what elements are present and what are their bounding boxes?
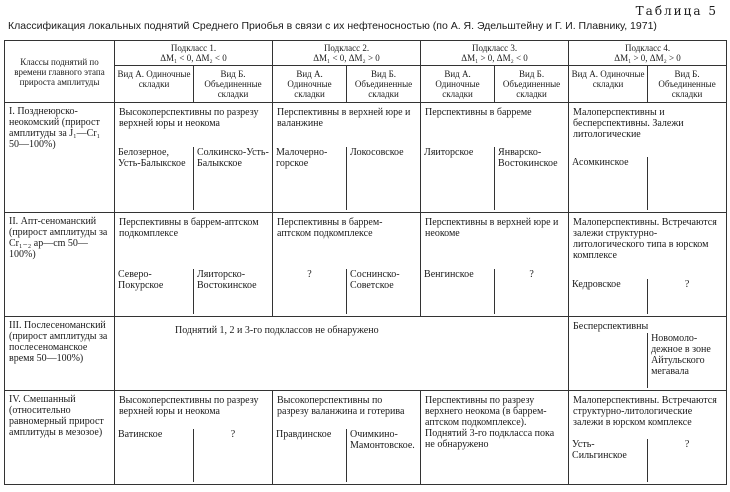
field-vid-b: Январско-Востокинское <box>494 147 568 210</box>
fields-pair <box>273 269 420 314</box>
subclass-cell <box>569 103 727 213</box>
prospect-description: Перспективны в баррем-аптском подкомплексе <box>277 217 383 239</box>
merged-subclass-cell <box>115 317 569 391</box>
field-vid-b: ? <box>647 279 726 314</box>
subclass-cell <box>421 391 569 485</box>
fields-pair <box>273 147 420 210</box>
prospect-description: Перспективны в верхней юре и валанжине <box>277 107 411 129</box>
merged-note: Поднятий 1, 2 и 3-го подклассов не обнаружено <box>175 325 379 336</box>
header-row-subclasses <box>5 41 727 66</box>
field-vid-b <box>647 157 726 210</box>
subclass-cell <box>569 391 727 485</box>
subclass-cell <box>421 213 569 317</box>
table-title: Классификация локальных поднятий Среднего Приобья в связи с их нефтеносностью (по А. Я. Эдельштейну и Г. И. Плавнику, 1971) <box>8 20 657 32</box>
field-vid-b: Солкинско-Усть-Балыкское <box>193 147 272 210</box>
subclass-cell <box>569 213 727 317</box>
prospect-description: Малоперспективны. Встречаются залежи структурно-литологического типа в юрском комплексе <box>573 217 717 261</box>
vid-a-header: Вид А. Одиночные складки <box>115 66 194 103</box>
field-vid-a <box>569 333 647 388</box>
prospect-description: Перспективны в баррем-аптском подкомплексе <box>119 217 259 239</box>
fields-pair <box>273 429 420 482</box>
field-vid-a: Малочерно-горское <box>276 147 328 169</box>
vid-a-header: Вид А. Одиночные складки <box>569 66 648 103</box>
fields-pair <box>569 333 726 388</box>
field-vid-b: Ляиторско-Востокинское <box>193 269 272 314</box>
fields-pair <box>569 439 726 482</box>
subclass-header-2: Подкласс 2. ΔM₁ < 0, ΔM₂ > 0 <box>273 41 421 66</box>
subclass-cell <box>115 103 273 213</box>
fields-pair <box>115 269 272 314</box>
field-vid-a: Асомкинское <box>572 157 629 168</box>
table-label: Таблица 5 <box>635 4 718 18</box>
field-vid-a: Венгинское <box>424 269 474 280</box>
prospect-description: Малоперспективны и бесперспективны. Залежи литологические <box>573 107 684 140</box>
field-vid-a: Ляиторское <box>424 147 474 158</box>
prospect-description: Малоперспективны. Встречаются структурно-литологические залежи в юрском комплексе <box>573 395 717 428</box>
fields-pair <box>569 279 726 314</box>
field-vid-a: Правдинское <box>276 429 332 440</box>
field-vid-a: Белозерное, Усть-Балыкское <box>118 147 186 169</box>
vid-b-header: Вид Б. Объединенные складки <box>194 66 273 103</box>
subclass-cell <box>115 391 273 485</box>
vid-b-header: Вид Б. Объединенные складки <box>495 66 569 103</box>
fields-pair <box>421 269 568 314</box>
field-vid-a: Северо-Покурское <box>118 269 164 291</box>
field-vid-a: Ватинское <box>118 429 163 440</box>
subclass-cell <box>421 103 569 213</box>
class-label: II. Апт-сеноманский (прирост амплитуды за Cr₁₋₂ ap—cm 50—100%) <box>5 213 115 317</box>
classes-column-header: Классы поднятий по времени главного этапа прироста амплитуды <box>5 41 115 103</box>
field-vid-a: Усть-Сильгинское <box>572 439 627 461</box>
class-label: IV. Смешанный (относительно равномерный прирост амплитуды в мезозое) <box>5 391 115 485</box>
prospect-description: Высокоперспективны по разрезу верхней юры и неокома <box>119 107 259 129</box>
fields-pair <box>569 157 726 210</box>
prospect-description: Перспективны по разрезу верхнего неокома (в баррем-аптском подкомплексе). Поднятий 3-го подкласса пока не обнаружено <box>425 395 555 450</box>
field-vid-b: Новомоло-дежное в зоне Айтульского мегавала <box>647 333 726 388</box>
subclass-cell <box>273 213 421 317</box>
subclass-cell <box>569 317 727 391</box>
subclass-header-4: Подкласс 4. ΔM₁ > 0, ΔM₂ > 0 <box>569 41 727 66</box>
prospect-description: Перспективны в верхней юре и неокоме <box>425 217 559 239</box>
field-vid-b: ? <box>494 269 568 314</box>
field-vid-b: Локосовское <box>346 147 420 210</box>
subclass-cell <box>273 391 421 485</box>
prospect-description: Высокоперспективны по разрезу верхней юры и неокома <box>119 395 259 417</box>
subclass-cell <box>273 103 421 213</box>
field-vid-b: Очимкино-Мамонтовское. <box>346 429 420 482</box>
table-row <box>5 213 727 317</box>
class-label: I. Позднеюрско-неокомский (прирост амплитуды за J₁—Cr₁ 50—100%) <box>5 103 115 213</box>
fields-pair <box>115 147 272 210</box>
vid-a-header: Вид А. Одиночные складки <box>273 66 347 103</box>
table-row <box>5 317 727 391</box>
table-row <box>5 103 727 213</box>
field-vid-b: ? <box>193 429 272 482</box>
field-vid-b: ? <box>647 439 726 482</box>
subclass-header-1: Подкласс 1. ΔM₁ < 0, ΔM₂ < 0 <box>115 41 273 66</box>
classification-table <box>4 40 727 485</box>
field-vid-a: ? <box>307 269 312 280</box>
class-label: III. Послесеноманский (прирост амплитуды за послесеноманское время 50—100%) <box>5 317 115 391</box>
field-vid-a: Кедровское <box>572 279 621 290</box>
subclass-header-3: Подкласс 3. ΔM₁ > 0, ΔM₂ < 0 <box>421 41 569 66</box>
prospect-description: Перспективны в барреме <box>425 107 532 118</box>
prospect-description: Бесперспективны <box>573 321 649 332</box>
field-vid-b: Соснинско-Советское <box>346 269 420 314</box>
vid-b-header: Вид Б. Объединенные складки <box>648 66 727 103</box>
table-row <box>5 391 727 485</box>
prospect-description: Высокоперспективны по разрезу валанжина и готерива <box>277 395 405 417</box>
vid-a-header: Вид А. Одиночные складки <box>421 66 495 103</box>
subclass-cell <box>115 213 273 317</box>
fields-pair <box>421 147 568 210</box>
fields-pair <box>115 429 272 482</box>
vid-b-header: Вид Б. Объединенные складки <box>347 66 421 103</box>
